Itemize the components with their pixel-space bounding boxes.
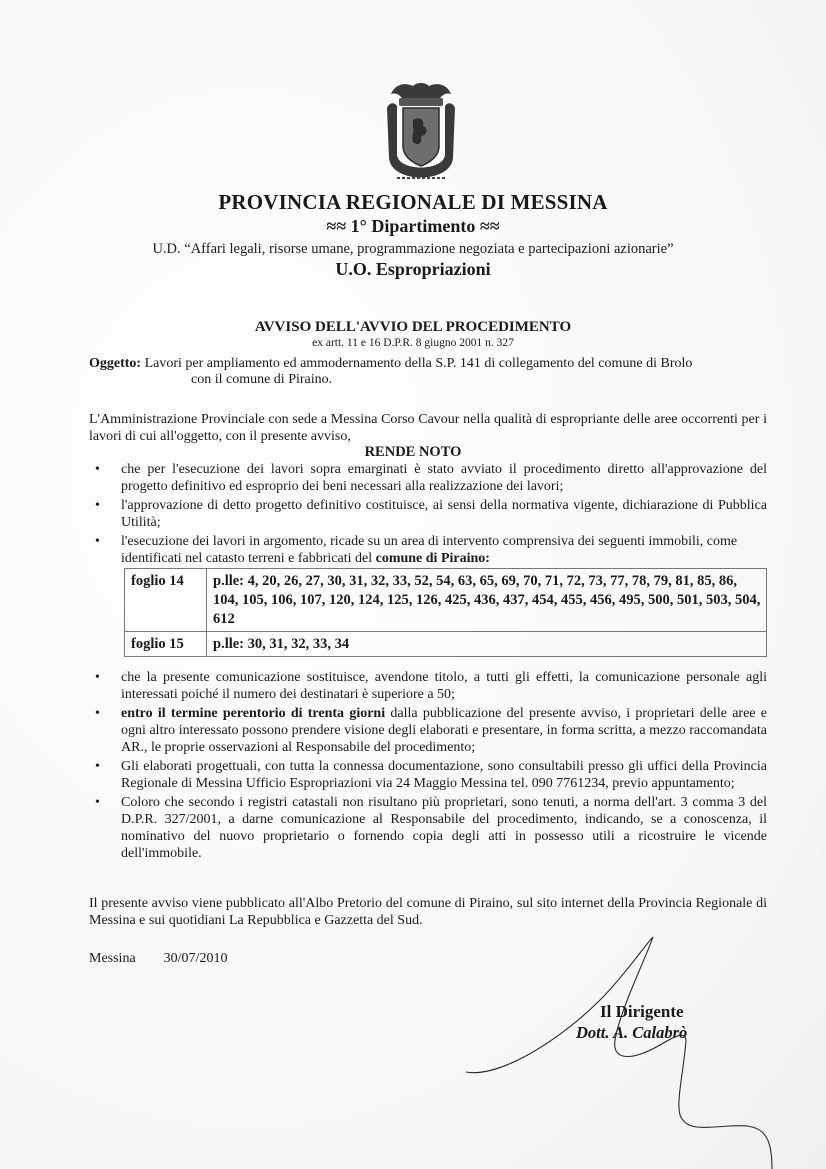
- list-item: [89, 794, 767, 862]
- bullet-list-first: [89, 461, 767, 569]
- list-item: [89, 669, 767, 703]
- rende-noto-heading: RENDE NOTO: [364, 444, 462, 460]
- list-item: [89, 705, 767, 756]
- subject-label: Oggetto:: [89, 356, 142, 371]
- intro-paragraph: L'Amministrazione Provinciale con sede a Messina Corso Cavour nella qualità di espropriante delle aree occorrenti per i lavori di cui all'oggetto, con il presente avviso,: [89, 412, 767, 444]
- signatory-name: Dott. A. Calabrò: [576, 1023, 688, 1042]
- list-item: [89, 461, 767, 495]
- list-item-text: Coloro che secondo i registri catastali non risultano più proprietari, sono tenuti, a norma dell'art. 3 comma 3 del D.P.R. 327/2001, a darne comunicazione al Responsabile del procedimento, indicando, se a conoscenza, il nominativo del nuovo proprietario o fornendo copia degli atti in possesso utili a ricostruire le vicende dell'immobile.: [121, 795, 767, 861]
- bullet-icon: •: [95, 795, 100, 810]
- list-item-text: che per l'esecuzione dei lavori sopra emarginati è stato avviato il procedimento diretto all'approvazione del progetto definitivo ed esproprio dei beni necessari alla realizzazione dei lavori;: [121, 462, 767, 494]
- place-date: [89, 951, 255, 967]
- bullet-icon: •: [95, 498, 100, 513]
- coat-of-arms-icon: [383, 80, 459, 190]
- list-item-text: Gli elaborati progettuali, con tutta la connessa documentazione, sono consultabili presso gli uffici della Provincia Regionale di Messina Ufficio Espropriazioni via 24 Maggio Messina tel. 090 7761234, previo appuntamento;: [121, 759, 767, 791]
- bullet-icon: •: [95, 670, 100, 685]
- date: 30/07/2010: [163, 951, 228, 966]
- list-item-text: che la presente comunicazione sostituisce, avendone titolo, a tutti gli effetti, la comunicazione personale agli interessati poiché il numero dei destinatari è superiore a 50;: [121, 670, 767, 702]
- particelle-cell: p.lle: 4, 20, 26, 27, 30, 31, 32, 33, 52, 54, 63, 65, 69, 70, 71, 72, 73, 77, 78, 79, 81, 85, 86, 104, 105, 106, 107, 120, 124, 125, 126, 425, 436, 437, 454, 455, 456, 495, 500, 501, 503, 504, 612: [207, 569, 767, 632]
- bullet-icon: •: [95, 462, 100, 477]
- bullet-list-second: [89, 669, 767, 864]
- list-item: [89, 533, 767, 567]
- table-row: [125, 569, 767, 632]
- notice-subject: [89, 356, 769, 388]
- unit-ud-label: U.D. “Affari legali, risorse umane, programmazione negoziata e partecipazioni azionarie”: [152, 241, 674, 257]
- list-item-text: l'esecuzione dei lavori in argomento, ricade su un area di intervento comprensiva dei seguenti immobili, come identificati nel catasto terreni e fabbricati del: [121, 534, 738, 566]
- list-item-text: dalla pubblicazione del presente avviso, i proprietari delle aree e ogni altro interessato possono prendere visione degli elaborati e presentare, in forma scritta, a mezzo raccomandata AR., le proprie osservazioni al Responsabile del procedimento;: [121, 706, 767, 755]
- bullet-icon: •: [95, 534, 100, 549]
- list-item-text: l'approvazione di detto progetto definitivo costituisce, ai sensi della normativa vigente, dichiarazione di Pubblica Utilità;: [121, 498, 767, 530]
- institution-title: PROVINCIA REGIONALE DI MESSINA: [218, 190, 608, 214]
- notice-title: AVVISO DELL'AVVIO DEL PROCEDIMENTO: [254, 319, 572, 335]
- particelle-cell: p.lle: 30, 31, 32, 33, 34: [207, 632, 767, 657]
- foglio-cell: foglio 14: [125, 569, 207, 632]
- bullet-icon: •: [95, 706, 100, 721]
- list-item: [89, 497, 767, 531]
- notice-reference: ex artt. 11 e 16 D.P.R. 8 giugno 2001 n. 327: [312, 337, 514, 349]
- unit-uo-title: U.O. Espropriazioni: [335, 259, 491, 279]
- subject-line-2: con il comune di Piraino.: [191, 372, 333, 387]
- closing-paragraph: Il presente avviso viene pubblicato all'Albo Pretorio del comune di Piraino, sul sito internet della Provincia Regionale di Messina e sui quotidiani La Repubblica e Gazzetta del Sud.: [89, 896, 767, 928]
- subject-line-1: Lavori per ampliamento ed ammodernamento della S.P. 141 di collegamento del comune di Brolo: [141, 356, 693, 371]
- signatory-role: Il Dirigente: [600, 1002, 684, 1021]
- deadline-text: entro il termine perentorio di trenta giorni: [121, 706, 386, 721]
- list-item: [89, 758, 767, 792]
- foglio-cell: foglio 15: [125, 632, 207, 657]
- table-row: [125, 632, 767, 657]
- place: Messina: [89, 951, 136, 966]
- parcels-table: [124, 568, 767, 657]
- comune-name: comune di Piraino:: [375, 551, 490, 566]
- department-title: ≈≈ 1° Dipartimento ≈≈: [326, 216, 500, 236]
- bullet-icon: •: [95, 759, 100, 774]
